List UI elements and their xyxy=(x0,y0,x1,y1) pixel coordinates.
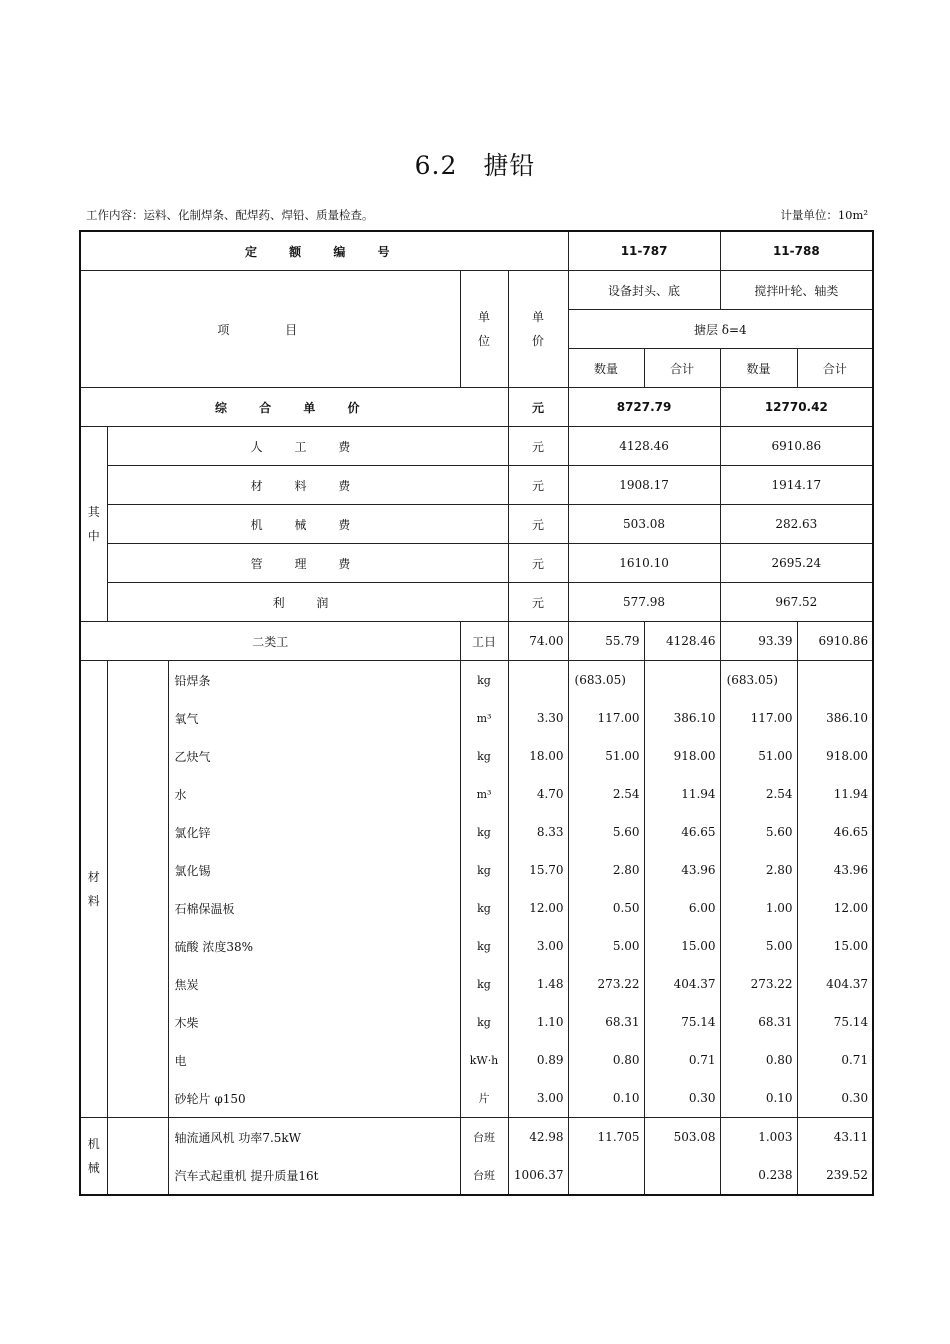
materials-group-label-spacer xyxy=(107,661,168,1118)
resource-price: 3.00 xyxy=(508,927,568,965)
resource-price: 4.70 xyxy=(508,775,568,813)
resource-name: 汽车式起重机 提升质量16t xyxy=(168,1156,460,1195)
layer-spec: 搪层 δ=4 xyxy=(568,310,873,349)
breakdown-label: 机 械 费 xyxy=(107,505,508,544)
resource-qty-1: (683.05) xyxy=(568,661,644,700)
breakdown-unit: 元 xyxy=(508,427,568,466)
resource-qty-2: 2.80 xyxy=(720,851,797,889)
price-label: 单价 xyxy=(508,271,568,388)
breakdown-label: 人 工 费 xyxy=(107,427,508,466)
breakdown-unit: 元 xyxy=(508,583,568,622)
resource-price: 15.70 xyxy=(508,851,568,889)
labor-qty-2: 93.39 xyxy=(720,622,797,661)
resource-total-1: 404.37 xyxy=(644,965,720,1003)
resource-qty-1: 0.10 xyxy=(568,1079,644,1118)
breakdown-value: 967.52 xyxy=(720,583,873,622)
machinery-group-label-spacer xyxy=(107,1118,168,1196)
resource-qty-2: 5.60 xyxy=(720,813,797,851)
resource-price: 42.98 xyxy=(508,1118,568,1157)
resource-total-1: 15.00 xyxy=(644,927,720,965)
resource-name: 电 xyxy=(168,1041,460,1079)
resource-total-2: 0.30 xyxy=(797,1079,873,1118)
resource-qty-2: 0.80 xyxy=(720,1041,797,1079)
breakdown-label: 利 润 xyxy=(107,583,508,622)
quota-table xyxy=(79,230,874,1196)
resource-total-2: 918.00 xyxy=(797,737,873,775)
total-label-2: 合计 xyxy=(797,349,873,388)
resource-qty-2: 2.54 xyxy=(720,775,797,813)
resource-name: 硫酸 浓度38% xyxy=(168,927,460,965)
resource-unit: kg xyxy=(460,813,508,851)
item-name-1: 设备封头、底 xyxy=(568,271,720,310)
resource-qty-1: 273.22 xyxy=(568,965,644,1003)
resource-price: 3.00 xyxy=(508,1079,568,1118)
resource-qty-2: 1.003 xyxy=(720,1118,797,1157)
labor-total-1: 4128.46 xyxy=(644,622,720,661)
work-content: 工作内容：运料、化制焊条、配焊药、焊铅、质量检查。 xyxy=(86,208,374,222)
breakdown-label: 材 料 费 xyxy=(107,466,508,505)
page-title xyxy=(0,146,950,182)
breakdown-unit: 元 xyxy=(508,466,568,505)
resource-total-1 xyxy=(644,1156,720,1195)
resource-qty-1: 68.31 xyxy=(568,1003,644,1041)
resource-total-2: 75.14 xyxy=(797,1003,873,1041)
resource-qty-2: 273.22 xyxy=(720,965,797,1003)
composite-label: 综 合 单 价 xyxy=(80,388,508,427)
resource-total-2: 386.10 xyxy=(797,699,873,737)
resource-total-2: 11.94 xyxy=(797,775,873,813)
breakdown-value: 1914.17 xyxy=(720,466,873,505)
resource-total-1: 918.00 xyxy=(644,737,720,775)
section-title: 搪铅 xyxy=(483,151,536,180)
resource-total-2: 12.00 xyxy=(797,889,873,927)
resource-name: 焦炭 xyxy=(168,965,460,1003)
labor-name: 二类工 xyxy=(80,622,460,661)
resource-unit: kg xyxy=(460,1003,508,1041)
resource-total-1: 503.08 xyxy=(644,1118,720,1157)
resource-price: 1.10 xyxy=(508,1003,568,1041)
resource-total-2 xyxy=(797,661,873,700)
resource-total-1: 75.14 xyxy=(644,1003,720,1041)
resource-price: 0.89 xyxy=(508,1041,568,1079)
item-name-2: 搅拌叶轮、轴类 xyxy=(720,271,873,310)
composite-value-1: 8727.79 xyxy=(568,388,720,427)
resource-name: 氯化锡 xyxy=(168,851,460,889)
resource-unit: kW·h xyxy=(460,1041,508,1079)
resource-total-1: 6.00 xyxy=(644,889,720,927)
resource-total-2: 239.52 xyxy=(797,1156,873,1195)
composite-unit: 元 xyxy=(508,388,568,427)
resource-price xyxy=(508,661,568,700)
breakdown-value: 577.98 xyxy=(568,583,720,622)
resource-price: 8.33 xyxy=(508,813,568,851)
resource-qty-1: 51.00 xyxy=(568,737,644,775)
resource-name: 木柴 xyxy=(168,1003,460,1041)
breakdown-value: 4128.46 xyxy=(568,427,720,466)
resource-qty-2: 0.10 xyxy=(720,1079,797,1118)
unit-label: 单位 xyxy=(460,271,508,388)
machinery-group-label: 机械 xyxy=(80,1118,107,1196)
breakdown-group-label: 其中 xyxy=(80,427,107,622)
resource-unit: kg xyxy=(460,661,508,700)
resource-qty-1: 5.00 xyxy=(568,927,644,965)
resource-name: 水 xyxy=(168,775,460,813)
resource-unit: m³ xyxy=(460,775,508,813)
resource-total-1: 0.30 xyxy=(644,1079,720,1118)
resource-total-2: 0.71 xyxy=(797,1041,873,1079)
breakdown-value: 1610.10 xyxy=(568,544,720,583)
quota-code-2: 11-788 xyxy=(720,231,873,271)
resource-qty-1: 11.705 xyxy=(568,1118,644,1157)
unit-of-measure: 计量单位：10m² xyxy=(780,208,868,222)
resource-qty-2: 68.31 xyxy=(720,1003,797,1041)
resource-name: 氯化锌 xyxy=(168,813,460,851)
resource-name: 轴流通风机 功率7.5kW xyxy=(168,1118,460,1157)
breakdown-label: 管 理 费 xyxy=(107,544,508,583)
resource-qty-1 xyxy=(568,1156,644,1195)
labor-price: 74.00 xyxy=(508,622,568,661)
resource-total-2: 404.37 xyxy=(797,965,873,1003)
resource-qty-2: (683.05) xyxy=(720,661,797,700)
resource-unit: kg xyxy=(460,927,508,965)
resource-price: 18.00 xyxy=(508,737,568,775)
resource-total-2: 15.00 xyxy=(797,927,873,965)
resource-qty-1: 2.80 xyxy=(568,851,644,889)
resource-total-1 xyxy=(644,661,720,700)
breakdown-value: 503.08 xyxy=(568,505,720,544)
resource-total-1: 0.71 xyxy=(644,1041,720,1079)
quota-code-1: 11-787 xyxy=(568,231,720,271)
resource-total-2: 46.65 xyxy=(797,813,873,851)
resource-unit: 片 xyxy=(460,1079,508,1118)
resource-name: 砂轮片 φ150 xyxy=(168,1079,460,1118)
resource-qty-1: 117.00 xyxy=(568,699,644,737)
resource-qty-1: 0.80 xyxy=(568,1041,644,1079)
resource-total-2: 43.11 xyxy=(797,1118,873,1157)
resource-qty-2: 117.00 xyxy=(720,699,797,737)
resource-total-1: 11.94 xyxy=(644,775,720,813)
resource-name: 石棉保温板 xyxy=(168,889,460,927)
breakdown-value: 1908.17 xyxy=(568,466,720,505)
quota-no-label: 定 额 编 号 xyxy=(80,231,568,271)
resource-unit: kg xyxy=(460,889,508,927)
resource-total-2: 43.96 xyxy=(797,851,873,889)
resource-qty-2: 51.00 xyxy=(720,737,797,775)
resource-unit: m³ xyxy=(460,699,508,737)
resource-name: 乙炔气 xyxy=(168,737,460,775)
resource-price: 1.48 xyxy=(508,965,568,1003)
resource-qty-1: 2.54 xyxy=(568,775,644,813)
section-number: 6.2 xyxy=(414,151,458,180)
resource-total-1: 386.10 xyxy=(644,699,720,737)
resource-price: 3.30 xyxy=(508,699,568,737)
resource-qty-2: 1.00 xyxy=(720,889,797,927)
resource-total-1: 46.65 xyxy=(644,813,720,851)
total-label-1: 合计 xyxy=(644,349,720,388)
resource-unit: kg xyxy=(460,965,508,1003)
breakdown-value: 282.63 xyxy=(720,505,873,544)
resource-unit: kg xyxy=(460,851,508,889)
qty-label-1: 数量 xyxy=(568,349,644,388)
resource-qty-1: 0.50 xyxy=(568,889,644,927)
breakdown-value: 2695.24 xyxy=(720,544,873,583)
resource-price: 12.00 xyxy=(508,889,568,927)
resource-qty-2: 0.238 xyxy=(720,1156,797,1195)
resource-unit: 台班 xyxy=(460,1118,508,1157)
composite-value-2: 12770.42 xyxy=(720,388,873,427)
labor-unit: 工日 xyxy=(460,622,508,661)
breakdown-unit: 元 xyxy=(508,505,568,544)
qty-label-2: 数量 xyxy=(720,349,797,388)
labor-qty-1: 55.79 xyxy=(568,622,644,661)
resource-qty-2: 5.00 xyxy=(720,927,797,965)
breakdown-unit: 元 xyxy=(508,544,568,583)
resource-name: 铅焊条 xyxy=(168,661,460,700)
breakdown-value: 6910.86 xyxy=(720,427,873,466)
resource-qty-1: 5.60 xyxy=(568,813,644,851)
resource-unit: 台班 xyxy=(460,1156,508,1195)
resource-name: 氧气 xyxy=(168,699,460,737)
labor-total-2: 6910.86 xyxy=(797,622,873,661)
item-label: 项 目 xyxy=(80,271,460,388)
resource-unit: kg xyxy=(460,737,508,775)
resource-price: 1006.37 xyxy=(508,1156,568,1195)
materials-group-label: 材料 xyxy=(80,661,107,1118)
resource-total-1: 43.96 xyxy=(644,851,720,889)
